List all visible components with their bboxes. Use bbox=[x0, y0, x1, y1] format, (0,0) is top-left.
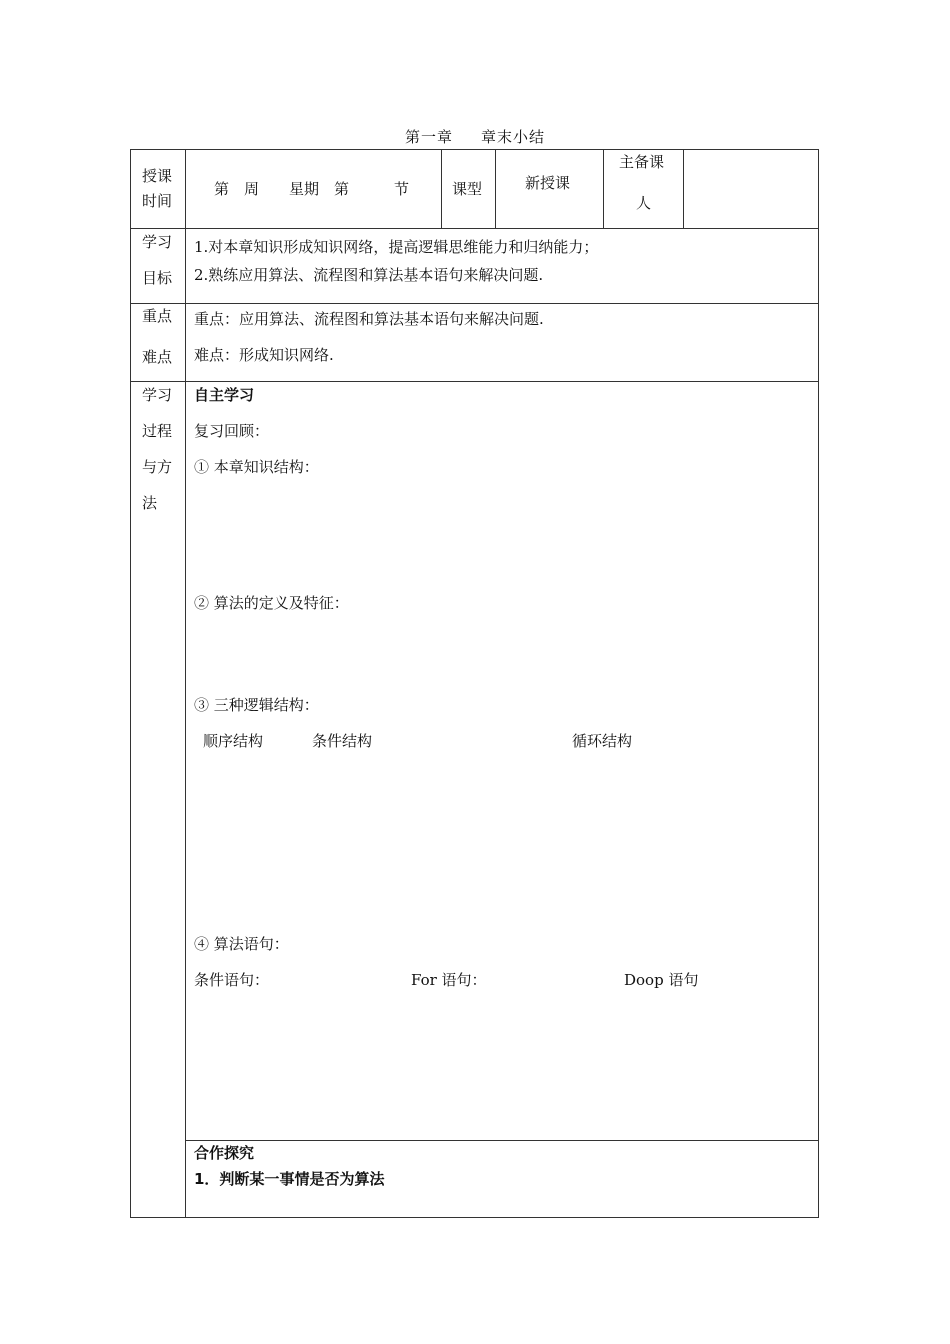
lead-preparer-label: 主备课 bbox=[619, 153, 665, 171]
statement-label: For 语句： bbox=[411, 971, 487, 989]
section-title: 章末小结 bbox=[481, 128, 546, 146]
row-divider bbox=[130, 303, 819, 304]
row-divider bbox=[130, 381, 819, 382]
column-divider bbox=[185, 149, 186, 1218]
review-item: ② 算法的定义及特征： bbox=[194, 594, 349, 612]
time-label: 授课 bbox=[142, 167, 173, 185]
column-divider bbox=[603, 149, 604, 228]
structure-label: 顺序结构 bbox=[203, 732, 264, 750]
lesson-type-value: 新授课 bbox=[525, 174, 571, 192]
lesson-type-label: 课型 bbox=[452, 180, 483, 198]
process-label: 学习 bbox=[142, 386, 173, 404]
page-title bbox=[0, 126, 950, 147]
week-period-field: 第 周 星期 第 节 bbox=[214, 180, 410, 198]
goal-item: 1.对本章知识形成知识网络，提高逻辑思维能力和归纳能力； bbox=[194, 238, 599, 256]
lead-preparer-label: 人 bbox=[636, 194, 652, 212]
statement-label: 条件语句： bbox=[194, 971, 270, 989]
inquiry-question: 1．判断某一事情是否为算法 bbox=[194, 1170, 385, 1188]
column-divider bbox=[441, 149, 442, 228]
key-points-label: 难点 bbox=[142, 348, 173, 366]
column-divider bbox=[495, 149, 496, 228]
review-item: ④ 算法语句： bbox=[194, 935, 289, 953]
time-label: 时间 bbox=[142, 192, 173, 210]
statement-label: Doop 语句 bbox=[624, 971, 699, 989]
focus-text: 重点：应用算法、流程图和算法基本语句来解决问题. bbox=[194, 310, 544, 328]
row-divider bbox=[185, 1140, 819, 1141]
structure-label: 循环结构 bbox=[572, 732, 633, 750]
difficulty-text: 难点：形成知识网络. bbox=[194, 346, 334, 364]
self-study-heading: 自主学习 bbox=[194, 386, 255, 404]
review-text: 复习回顾： bbox=[194, 422, 270, 440]
goals-label: 目标 bbox=[142, 269, 173, 287]
process-label: 过程 bbox=[142, 422, 173, 440]
row-divider bbox=[130, 228, 819, 229]
goals-label: 学习 bbox=[142, 233, 173, 251]
key-points-label: 重点 bbox=[142, 307, 173, 325]
review-item: ③ 三种逻辑结构： bbox=[194, 696, 319, 714]
structure-label: 条件结构 bbox=[312, 732, 373, 750]
process-label: 法 bbox=[142, 494, 158, 512]
column-divider bbox=[683, 149, 684, 228]
cooperative-inquiry-heading: 合作探究 bbox=[194, 1144, 255, 1162]
review-item: ① 本章知识结构： bbox=[194, 458, 319, 476]
process-label: 与方 bbox=[142, 458, 173, 476]
chapter-label: 第一章 bbox=[404, 128, 453, 146]
goal-item: 2.熟练应用算法、流程图和算法基本语句来解决问题. bbox=[194, 266, 544, 284]
